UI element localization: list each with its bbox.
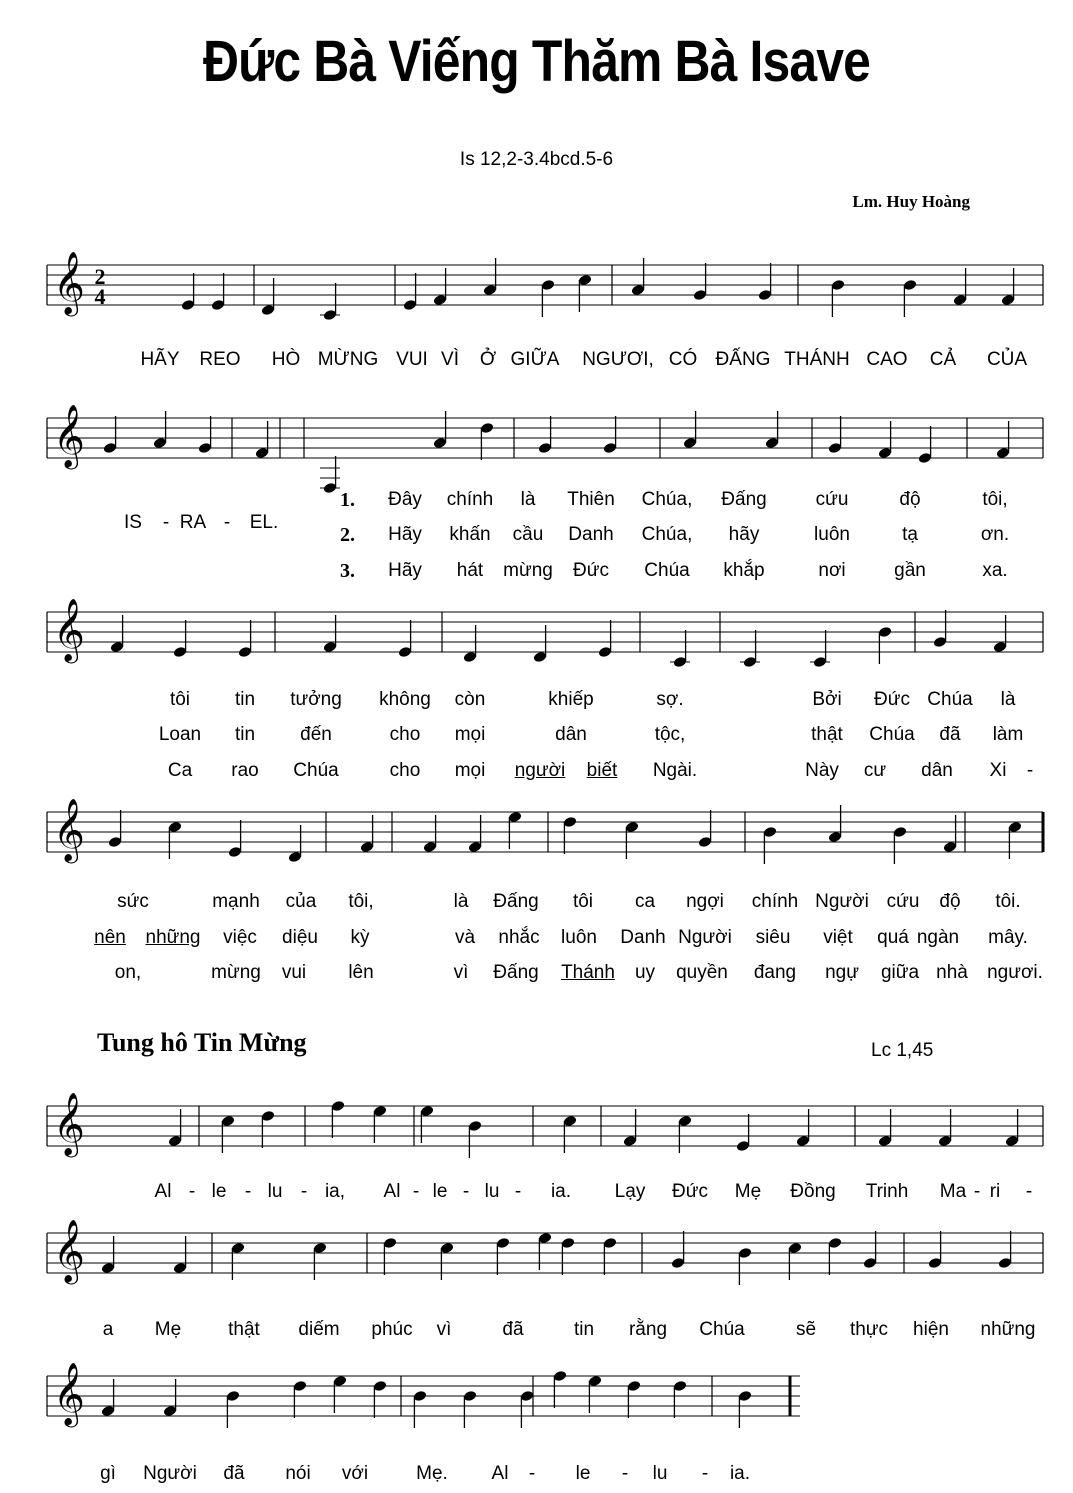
- lyric-syllable: Mẹ.: [416, 1463, 448, 1484]
- lyric-syllable: Chúa: [644, 560, 690, 581]
- lyric-syllable: diệu: [282, 927, 318, 948]
- lyric-syllable: mọi: [454, 760, 486, 781]
- lyric-syllable: ca: [634, 891, 656, 912]
- lyric-syllable: on,: [114, 962, 142, 983]
- lyric-syllable: việt: [823, 927, 853, 948]
- lyric-syllable: xa.: [982, 560, 1008, 581]
- lyric-syllable: uy: [634, 962, 656, 983]
- lyric-syllable: đang: [753, 962, 797, 983]
- lyric-syllable: của: [285, 891, 317, 912]
- lyric-syllable: -: [528, 1463, 536, 1484]
- lyric-syllable: le: [211, 1181, 227, 1202]
- lyric-syllable: -: [300, 1181, 308, 1202]
- lyric-syllable: -: [412, 1181, 420, 1202]
- lyric-syllable: cứu: [886, 891, 920, 912]
- lyric-syllable: ngự: [825, 962, 859, 983]
- lyric-syllable: Loan: [158, 724, 202, 745]
- lyric-syllable: nói: [285, 1463, 311, 1484]
- lyric-syllable: tôi.: [995, 891, 1021, 912]
- treble-clef-icon: 𝄞: [53, 798, 85, 861]
- lyric-syllable: Đức: [573, 560, 609, 581]
- lyric-syllable: còn: [454, 689, 486, 710]
- lyric-syllable: việc: [223, 927, 257, 948]
- lyric-syllable: THÁNH: [784, 349, 850, 370]
- lyric-syllable: tôi,: [982, 489, 1008, 510]
- lyric-syllable: thật: [811, 724, 843, 745]
- lyric-syllable: Lạy: [614, 1181, 646, 1202]
- lyric-syllable: vui: [281, 962, 307, 983]
- treble-clef-icon: 𝄞: [53, 598, 85, 661]
- lyric-syllable: thực: [849, 1319, 889, 1340]
- lyric-syllable: Hãy: [388, 524, 422, 545]
- lyric-syllable: -: [1026, 760, 1034, 781]
- lyric-syllable: REO: [199, 349, 241, 370]
- lyric-syllable: MỪNG: [317, 349, 379, 370]
- lyric-syllable: mạnh: [212, 891, 260, 912]
- lyric-syllable: cho: [389, 724, 421, 745]
- verse-number: 3.: [340, 560, 355, 582]
- lyric-syllable: không: [379, 689, 431, 710]
- lyric-syllable: đến: [300, 724, 332, 745]
- lyric-syllable: Này: [805, 760, 839, 781]
- lyric-syllable: sợ.: [656, 689, 684, 710]
- lyric-syllable: Xi: [989, 760, 1007, 781]
- lyric-syllable: Chúa: [699, 1319, 745, 1340]
- lyric-syllable: NGƯƠI,: [582, 349, 654, 370]
- lyric-syllable: Al: [491, 1463, 509, 1484]
- lyric-syllable: là: [1000, 689, 1016, 710]
- lyric-syllable: nên: [94, 927, 126, 948]
- lyric-syllable: -: [188, 1181, 196, 1202]
- lyric-syllable: tạ: [902, 524, 918, 545]
- lyric-syllable: đã: [939, 724, 961, 745]
- lyric-syllable: Đây: [388, 489, 422, 510]
- lyric-syllable: Đức: [874, 689, 910, 710]
- treble-clef-icon: 𝄞: [53, 404, 85, 467]
- lyric-syllable: hát: [456, 560, 484, 581]
- lyric-syllable: Đấng: [493, 962, 539, 983]
- lyric-syllable: Đấng: [721, 489, 767, 510]
- lyric-syllable: Đức: [672, 1181, 708, 1202]
- lyric-syllable: mừng: [211, 962, 261, 983]
- page-title: Đức Bà Viếng Thăm Bà Isave: [202, 29, 871, 94]
- lyric-syllable: Mẹ: [154, 1319, 182, 1340]
- lyric-syllable: Hãy: [388, 560, 422, 581]
- treble-clef-icon: 𝄞: [53, 1362, 85, 1425]
- lyric-syllable: đã: [502, 1319, 524, 1340]
- lyric-syllable: -: [223, 512, 231, 533]
- lyric-syllable: kỳ: [350, 927, 370, 948]
- lyric-syllable: Thiên: [567, 489, 615, 510]
- lyric-syllable: Chúa: [927, 689, 973, 710]
- lyric-syllable: quyền: [676, 962, 728, 983]
- lyric-syllable: ngàn: [916, 927, 960, 948]
- lyric-syllable: cho: [389, 760, 421, 781]
- lyric-syllable: Chúa: [293, 760, 339, 781]
- lyric-syllable: VUI: [396, 349, 428, 370]
- lyric-syllable: Người: [815, 891, 869, 912]
- lyric-syllable: ngươi.: [987, 962, 1043, 983]
- lyric-syllable: Danh: [568, 524, 614, 545]
- lyric-syllable: Al: [154, 1181, 172, 1202]
- lyric-syllable: những: [145, 927, 201, 948]
- lyric-syllable: HÒ: [271, 349, 301, 370]
- lyric-syllable: -: [244, 1181, 252, 1202]
- lyric-syllable: Al: [383, 1181, 401, 1202]
- lyric-syllable: Mẹ: [734, 1181, 762, 1202]
- lyric-syllable: rao: [231, 760, 259, 781]
- lyric-syllable: mừng: [503, 560, 553, 581]
- lyric-syllable: Chúa,: [641, 524, 693, 545]
- scripture-reference: Is 12,2-3.4bcd.5-6: [459, 149, 614, 170]
- verse-number: 2.: [340, 524, 355, 546]
- acclamation-heading: Tung hô Tin Mừng: [97, 1028, 307, 1057]
- lyric-syllable: Đấng: [493, 891, 539, 912]
- lyric-syllable: -: [701, 1463, 709, 1484]
- lyric-syllable: -: [621, 1463, 629, 1484]
- lyric-syllable: VÌ: [441, 349, 459, 370]
- lyric-syllable: Người: [143, 1463, 197, 1484]
- lyric-syllable: sức: [117, 891, 149, 912]
- lyric-syllable: HÃY: [140, 349, 180, 370]
- lyric-syllable: tin: [234, 689, 256, 710]
- lyric-syllable: cứu: [815, 489, 849, 510]
- lyric-syllable: chính: [751, 891, 799, 912]
- lyric-syllable: Người: [678, 927, 732, 948]
- lyric-syllable: ia,: [324, 1181, 346, 1202]
- lyric-syllable: Chúa,: [641, 489, 693, 510]
- lyric-syllable: hãy: [728, 524, 760, 545]
- acclamation-reference: Lc 1,45: [871, 1040, 934, 1061]
- lyric-syllable: ri: [989, 1181, 1001, 1202]
- lyric-syllable: dân: [921, 760, 953, 781]
- lyric-syllable: lu: [652, 1463, 668, 1484]
- lyric-syllable: tin: [234, 724, 256, 745]
- lyric-syllable: làm: [992, 724, 1024, 745]
- lyric-syllable: diếm: [298, 1319, 340, 1340]
- lyric-syllable: ĐẤNG: [715, 349, 771, 370]
- lyric-syllable: thật: [228, 1319, 260, 1340]
- lyric-syllable: nhà: [936, 962, 968, 983]
- lyric-syllable: RA: [179, 512, 207, 533]
- lyric-syllable: CẢ: [929, 349, 957, 370]
- staff-system-5: [0, 1076, 1073, 1186]
- lyric-syllable: vì: [436, 1319, 452, 1340]
- lyric-syllable: đã: [223, 1463, 245, 1484]
- lyric-syllable: gì: [100, 1463, 116, 1484]
- lyric-syllable: tin: [573, 1319, 595, 1340]
- lyric-syllable: vì: [453, 962, 469, 983]
- lyric-syllable: với: [341, 1463, 369, 1484]
- lyric-syllable: tộc,: [654, 724, 686, 745]
- lyric-syllable: Thánh: [561, 962, 615, 983]
- lyric-syllable: Ngài.: [652, 760, 698, 781]
- lyric-syllable: ơn.: [980, 524, 1010, 545]
- treble-clef-icon: 𝄞: [53, 1219, 85, 1282]
- lyric-syllable: là: [520, 489, 536, 510]
- staff-system-7: [0, 1346, 1073, 1456]
- lyric-syllable: lu: [267, 1181, 283, 1202]
- lyric-syllable: độ: [939, 891, 961, 912]
- lyric-syllable: nhắc: [498, 927, 540, 948]
- staff-system-1: [0, 235, 1073, 345]
- lyric-syllable: và: [454, 927, 476, 948]
- lyric-syllable: -: [162, 512, 170, 533]
- staff-system-6: [0, 1203, 1073, 1313]
- staff-system-2: [0, 388, 1073, 498]
- lyric-syllable: khấn: [449, 524, 491, 545]
- lyric-syllable: biết: [586, 760, 618, 781]
- lyric-syllable: mây.: [988, 927, 1028, 948]
- lyric-syllable: Ở: [479, 349, 497, 370]
- lyric-syllable: le: [432, 1181, 448, 1202]
- lyric-syllable: rằng: [628, 1319, 668, 1340]
- lyric-syllable: -: [973, 1181, 981, 1202]
- lyric-syllable: -: [1025, 1181, 1033, 1202]
- lyric-syllable: gần: [894, 560, 926, 581]
- lyric-syllable: những: [980, 1319, 1036, 1340]
- lyric-syllable: giữa: [880, 962, 920, 983]
- lyric-syllable: Danh: [620, 927, 666, 948]
- lyric-syllable: Chúa: [869, 724, 915, 745]
- lyric-syllable: -: [462, 1181, 470, 1202]
- lyric-syllable: a: [102, 1319, 114, 1340]
- lyric-syllable: hiện: [913, 1319, 949, 1340]
- lyric-syllable: tôi,: [348, 891, 374, 912]
- lyric-syllable: nơi: [818, 560, 846, 581]
- lyric-syllable: là: [453, 891, 469, 912]
- lyric-syllable: chính: [446, 489, 494, 510]
- time-sig-top: 2: [94, 264, 106, 289]
- lyric-syllable: quá: [877, 927, 909, 948]
- lyric-syllable: luôn: [561, 927, 597, 948]
- lyric-syllable: IS: [124, 512, 142, 533]
- time-sig-bottom: 4: [94, 284, 106, 309]
- lyric-syllable: lên: [348, 962, 374, 983]
- lyric-syllable: tôi: [169, 689, 191, 710]
- treble-clef-icon: 𝄞: [53, 1092, 85, 1155]
- lyric-syllable: Ma: [939, 1181, 967, 1202]
- lyric-syllable: mọi: [454, 724, 486, 745]
- lyric-syllable: tưởng: [290, 689, 342, 710]
- lyric-syllable: CAO: [866, 349, 908, 370]
- lyric-syllable: sẽ: [795, 1319, 817, 1340]
- lyric-syllable: CỦA: [986, 349, 1028, 370]
- lyric-syllable: siêu: [755, 927, 791, 948]
- lyric-syllable: khắp: [723, 560, 765, 581]
- lyric-syllable: cầu: [512, 524, 544, 545]
- lyric-syllable: Đồng: [790, 1181, 836, 1202]
- lyric-syllable: lu: [484, 1181, 500, 1202]
- lyric-syllable: -: [514, 1181, 522, 1202]
- lyric-syllable: tôi: [572, 891, 594, 912]
- lyric-syllable: GIỮA: [510, 349, 560, 370]
- lyric-syllable: ia.: [729, 1463, 751, 1484]
- composer: Lm. Huy Hoàng: [852, 192, 970, 211]
- lyric-syllable: người: [514, 760, 566, 781]
- lyric-syllable: le: [575, 1463, 591, 1484]
- lyric-syllable: Trinh: [865, 1181, 909, 1202]
- lyric-syllable: phúc: [371, 1319, 413, 1340]
- lyric-syllable: CÓ: [668, 349, 698, 370]
- lyric-syllable: độ: [899, 489, 921, 510]
- verse-number: 1.: [340, 489, 355, 511]
- lyric-syllable: luôn: [814, 524, 850, 545]
- lyric-syllable: EL.: [249, 512, 279, 533]
- lyric-syllable: dân: [555, 724, 587, 745]
- lyric-syllable: khiếp: [548, 689, 594, 710]
- lyric-syllable: Ca: [167, 760, 193, 781]
- lyric-syllable: Bởi: [812, 689, 842, 710]
- treble-clef-icon: 𝄞: [53, 251, 85, 314]
- lyric-syllable: ngợi: [686, 891, 724, 912]
- lyric-syllable: cư: [863, 760, 887, 781]
- staff-system-3: [0, 582, 1073, 692]
- lyric-syllable: ia.: [550, 1181, 572, 1202]
- staff-system-4: [0, 782, 1073, 892]
